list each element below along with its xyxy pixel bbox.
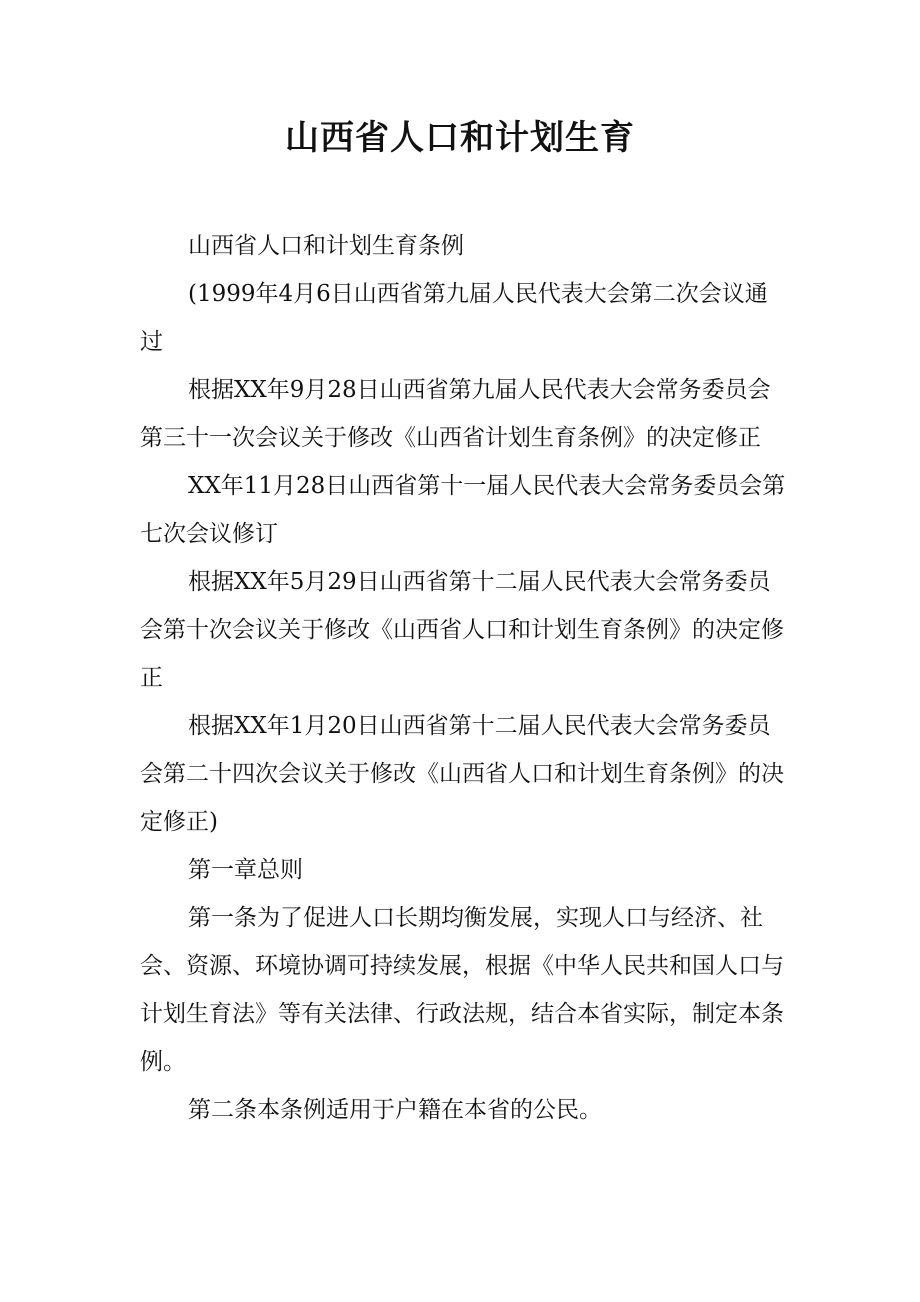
paragraph-amendment-1: 根据XX年9月28日山西省第九届人民代表大会常务委员会第三十一次会议关于修改《山西省计划生育条例》的决定修正 — [140, 377, 771, 451]
paragraph-adoption-note: (1999年4月6日山西省第九届人民代表大会第二次会议通过 — [140, 281, 768, 355]
chapter-heading: 第一章总则 — [188, 857, 303, 883]
paragraph-revision: XX年11月28日山西省第十一届人民代表大会常务委员会第七次会议修订 — [140, 473, 786, 547]
paragraph-regulation-name: 山西省人口和计划生育条例 — [188, 233, 464, 259]
document-body — [140, 222, 790, 1134]
paragraph-amendment-3: 根据XX年1月20日山西省第十二届人民代表大会常务委员会第二十四次会议关于修改《山西省人口和计划生育条例》的决定修正) — [140, 713, 784, 835]
document-title: 山西省人口和计划生育 — [285, 118, 635, 158]
article-1: 第一条为了促进人口长期均衡发展，实现人口与经济、社会、资源、环境协调可持续发展，根据《中华人民共和国人口与计划生育法》等有关法律、行政法规，结合本省实际，制定本条例。 — [140, 905, 784, 1075]
article-2: 第二条本条例适用于户籍在本省的公民。 — [188, 1097, 602, 1123]
paragraph-amendment-2: 根据XX年5月29日山西省第十二届人民代表大会常务委员会第十次会议关于修改《山西省人口和计划生育条例》的决定修正 — [140, 569, 784, 691]
